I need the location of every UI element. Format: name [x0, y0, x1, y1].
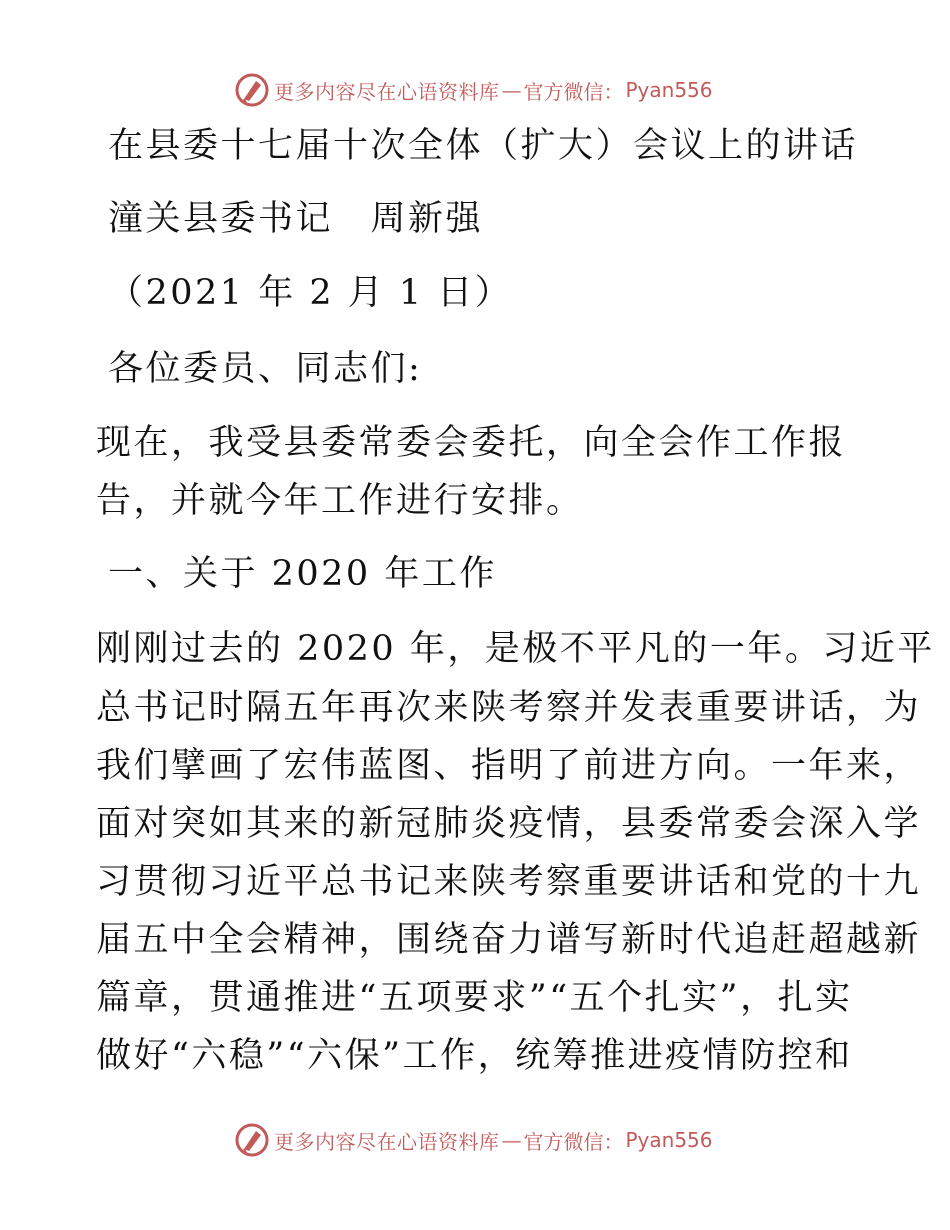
paragraph-2-line-1: 刚刚过去的 2020 年，是极不平凡的一年。习近平 [96, 629, 935, 669]
watermark-site: 更多内容尽在心语资料库 [274, 79, 500, 104]
watermark-site: 更多内容尽在心语资料库 [274, 1129, 500, 1154]
paragraph-2-line-6: 届五中全会精神，围绕奋力谱写新时代追赶超越新 [96, 920, 922, 960]
watermark-wechat-label: 官方微信： [523, 79, 624, 104]
watermark-separator: — [501, 78, 522, 102]
document-author: 潼关县委书记 周新强 [108, 199, 484, 239]
paragraph-1-line-1: 现在，我受县委常委会委托，向全会作工作报 [96, 423, 847, 463]
paragraph-2-line-3: 我们擘画了宏伟蓝图、指明了前进方向。一年来， [96, 746, 922, 786]
paragraph-2-line-8: 做好“六稳”“六保”工作，统筹推进疫情防控和 [96, 1036, 853, 1076]
paragraph-2-line-2: 总书记时隔五年再次来陕考察并发表重要讲话，为 [96, 688, 922, 728]
watermark-wechat-id: Pyan556 [625, 78, 713, 102]
paragraph-1-line-2: 告，并就今年工作进行安排。 [96, 481, 584, 521]
watermark-header [234, 70, 713, 110]
watermark-separator: — [501, 1128, 522, 1152]
section-1-heading: 一、关于 2020 年工作 [108, 554, 497, 594]
pen-logo-icon [234, 72, 270, 108]
paragraph-2-line-5: 习贯彻习近平总书记来陕考察重要讲话和党的十九 [96, 862, 922, 902]
document-title: 在县委十七届十次全体（扩大）会议上的讲话 [108, 126, 859, 166]
watermark-wechat-id: Pyan556 [625, 1128, 713, 1152]
document-date: （2021 年 2 月 1 日） [108, 273, 513, 313]
paragraph-2-line-4: 面对突如其来的新冠肺炎疫情，县委常委会深入学 [96, 804, 922, 844]
salutation: 各位委员、同志们: [108, 349, 423, 389]
paragraph-2-line-7: 篇章，贯通推进“五项要求”“五个扎实”，扎实 [96, 978, 853, 1018]
pen-logo-icon [234, 1122, 270, 1158]
watermark-footer [234, 1120, 713, 1160]
watermark-wechat-label: 官方微信： [523, 1129, 624, 1154]
